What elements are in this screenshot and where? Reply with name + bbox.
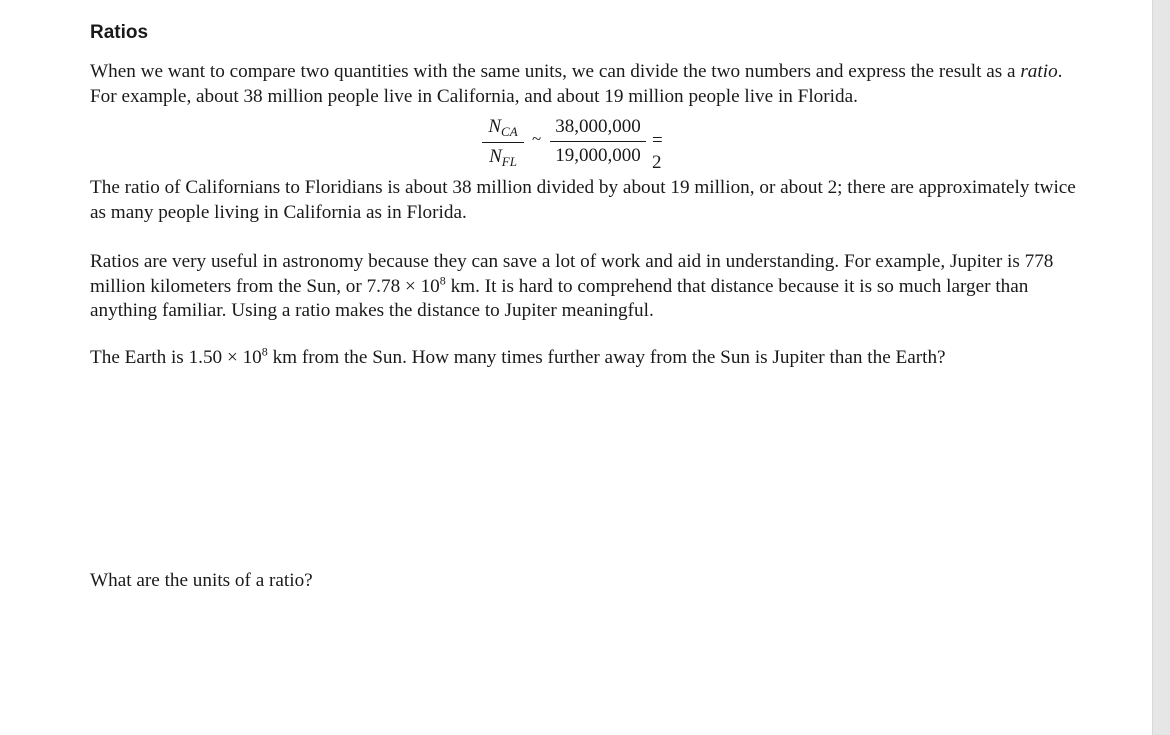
population-symbol-fraction (482, 116, 524, 169)
astronomy-text-end: km. It is hard to comprehend that distance because it is so much larger than anything familiar. Using a ratio makes the distance to Jupiter meaningful. (90, 275, 1029, 321)
approx-symbol: ~ (532, 129, 542, 148)
fraction-bar (550, 141, 646, 142)
intro-text-start: When we want to compare two quantities with the same units, we can divide the two numbers and express the result as a (90, 61, 1021, 82)
population-number-fraction (550, 116, 646, 167)
units-question: What are the units of a ratio? (90, 570, 313, 591)
numerator-value: 38,000,000 (555, 116, 641, 137)
page-edge (1152, 0, 1170, 735)
intro-text-end: . For example, about 38 million people live in California, and about 19 million people live in Florida. (90, 61, 1063, 107)
astronomy-paragraph (90, 250, 1080, 324)
question-text-start: The Earth is 1.50 × 10 (90, 347, 262, 368)
denominator-value: 19,000,000 (555, 145, 641, 166)
exponent: 8 (439, 273, 446, 288)
ratio-explanation-paragraph: The ratio of Californians to Floridians is about 38 million divided by about 19 million, or about 2; there are approximately twice as many people living in California as in Florida. (90, 177, 1076, 223)
question-paragraph (90, 346, 1080, 371)
equation-result: = 2 (652, 130, 663, 173)
ratio-term: ratio (1020, 61, 1058, 82)
astronomy-text-start: Ratios are very useful in astronomy because they can save a lot of work and aid in understanding. For example, Jupiter is 778 million kilometers from the Sun, or 7.78 × 10 (90, 251, 1054, 297)
question-text-end: km from the Sun. How many times further away from the Sun is Jupiter than the Earth? (267, 347, 946, 368)
section-heading: Ratios (90, 22, 149, 43)
numerator-symbol: $N_{CA}$ (488, 116, 518, 139)
exponent: 8 (261, 344, 268, 359)
denominator-symbol: $N_{FL}$ (489, 146, 517, 169)
fraction-bar (482, 142, 524, 143)
intro-paragraph (90, 60, 1080, 109)
